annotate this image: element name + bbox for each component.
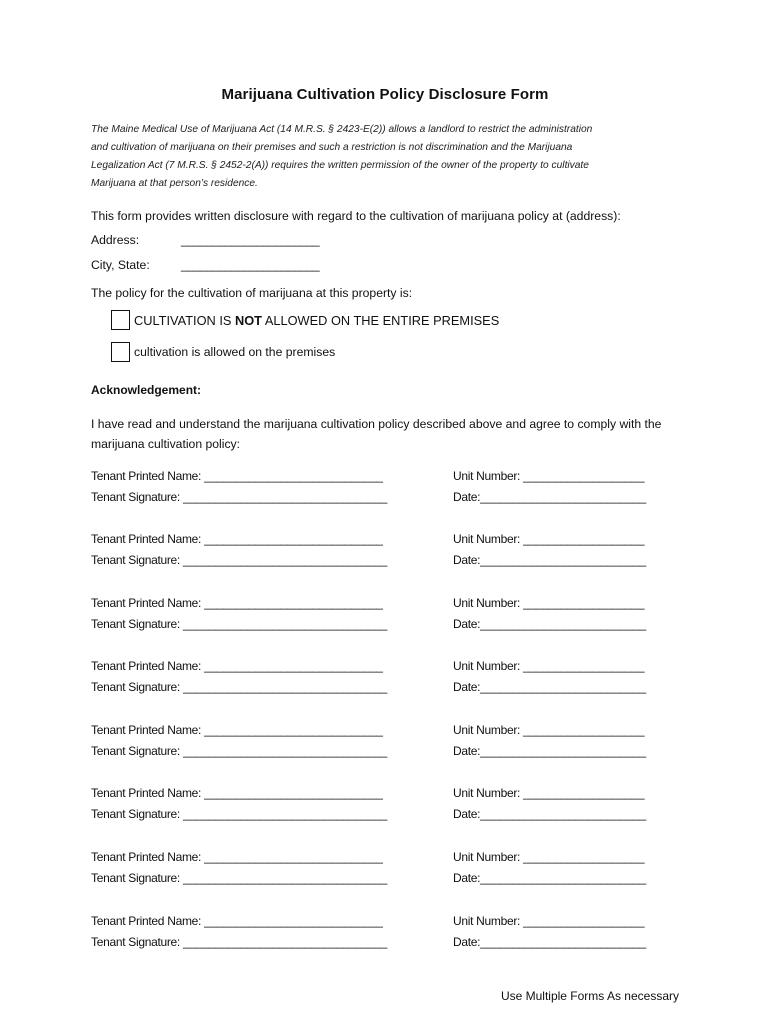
address-label: Address: <box>91 233 140 247</box>
unit-number-field[interactable]: Unit Number: ___________________ <box>453 532 645 546</box>
acknowledgement-heading: Acknowledgement: <box>91 383 202 397</box>
unit-number-field[interactable]: Unit Number: ___________________ <box>453 596 645 610</box>
tenant-printed-name-field[interactable]: Tenant Printed Name: ____________________________ <box>91 532 383 546</box>
unit-number-field[interactable]: Unit Number: ___________________ <box>453 850 645 864</box>
disclosure-statement: This form provides written disclosure with regard to the cultivation of marijuana policy at (address): <box>91 209 621 223</box>
tenant-signature-field[interactable]: Tenant Signature: ________________________________ <box>91 490 387 504</box>
date-field[interactable]: Date:__________________________ <box>453 807 646 821</box>
date-field[interactable]: Date:__________________________ <box>453 490 646 504</box>
footer-note: Use Multiple Forms As necessary <box>500 989 679 1003</box>
not-allowed-prefix: CULTIVATION IS <box>134 312 235 328</box>
intro-paragraph <box>91 121 681 193</box>
address-field[interactable]: ______________________ <box>181 233 320 247</box>
date-field[interactable]: Date:__________________________ <box>453 871 646 885</box>
intro-line: Legalization Act (7 M.R.S. § 2452-2(A)) requires the written permission of the owner of the property to cultivate <box>91 160 589 171</box>
tenant-signature-field[interactable]: Tenant Signature: ________________________________ <box>91 935 387 949</box>
tenant-printed-name-field[interactable]: Tenant Printed Name: ____________________________ <box>91 469 383 483</box>
tenant-printed-name-field[interactable]: Tenant Printed Name: ____________________________ <box>91 659 383 673</box>
tenant-printed-name-field[interactable]: Tenant Printed Name: ____________________________ <box>91 914 383 928</box>
tenant-signature-field[interactable]: Tenant Signature: ________________________________ <box>91 744 387 758</box>
tenant-entry <box>91 850 681 894</box>
tenant-signature-field[interactable]: Tenant Signature: ________________________________ <box>91 807 387 821</box>
intro-line: and cultivation of marijuana on their premises and such a restriction is not discrimination and the Marijuana <box>91 142 573 153</box>
date-field[interactable]: Date:__________________________ <box>453 935 646 949</box>
tenant-entry <box>91 532 681 576</box>
form-title: Marijuana Cultivation Policy Disclosure Form <box>221 86 549 103</box>
tenant-printed-name-field[interactable]: Tenant Printed Name: ____________________________ <box>91 786 383 800</box>
acknowledgement-text: I have read and understand the marijuana cultivation policy described above and agree to comply with the marijuana cultivation policy: <box>91 417 662 451</box>
option-not-allowed-label <box>134 313 499 328</box>
tenant-entry <box>91 786 681 830</box>
tenant-signature-field[interactable]: Tenant Signature: ________________________________ <box>91 617 387 631</box>
tenant-signature-field[interactable]: Tenant Signature: ________________________________ <box>91 553 387 567</box>
intro-line: Marijuana at that person’s residence. <box>91 178 258 189</box>
tenant-signature-field[interactable]: Tenant Signature: ________________________________ <box>91 871 387 885</box>
date-field[interactable]: Date:__________________________ <box>453 553 646 567</box>
tenant-entry <box>91 659 681 703</box>
intro-line: The Maine Medical Use of Marijuana Act (14 M.R.S. § 2423-E(2)) allows a landlord to restrict the administration <box>91 124 593 135</box>
unit-number-field[interactable]: Unit Number: ___________________ <box>453 914 645 928</box>
tenant-entry <box>91 723 681 767</box>
unit-number-field[interactable]: Unit Number: ___________________ <box>453 469 645 483</box>
city-state-field[interactable]: ______________________ <box>181 258 320 272</box>
option-not-allowed[interactable] <box>111 309 499 331</box>
allowed-checkbox[interactable] <box>111 342 130 362</box>
tenant-entry <box>91 469 681 513</box>
tenant-signature-field[interactable]: Tenant Signature: ________________________________ <box>91 680 387 694</box>
tenant-printed-name-field[interactable]: Tenant Printed Name: ____________________________ <box>91 723 383 737</box>
unit-number-field[interactable]: Unit Number: ___________________ <box>453 659 645 673</box>
option-allowed[interactable] <box>111 341 335 363</box>
not-allowed-suffix: ALLOWED ON THE ENTIRE PREMISES <box>261 312 500 328</box>
date-field[interactable]: Date:__________________________ <box>453 617 646 631</box>
date-field[interactable]: Date:__________________________ <box>453 744 646 758</box>
tenant-entry <box>91 914 681 958</box>
option-allowed-label: cultivation is allowed on the premises <box>134 345 336 359</box>
unit-number-field[interactable]: Unit Number: ___________________ <box>453 723 645 737</box>
date-field[interactable]: Date:__________________________ <box>453 680 646 694</box>
policy-statement: The policy for the cultivation of marijuana at this property is: <box>91 286 413 300</box>
unit-number-field[interactable]: Unit Number: ___________________ <box>453 786 645 800</box>
tenant-printed-name-field[interactable]: Tenant Printed Name: ____________________________ <box>91 850 383 864</box>
tenant-printed-name-field[interactable]: Tenant Printed Name: ____________________________ <box>91 596 383 610</box>
not-allowed-checkbox[interactable] <box>111 310 130 330</box>
tenant-entry <box>91 596 681 640</box>
not-allowed-emphasis: NOT <box>234 312 262 328</box>
city-state-label: City, State: <box>91 258 150 272</box>
